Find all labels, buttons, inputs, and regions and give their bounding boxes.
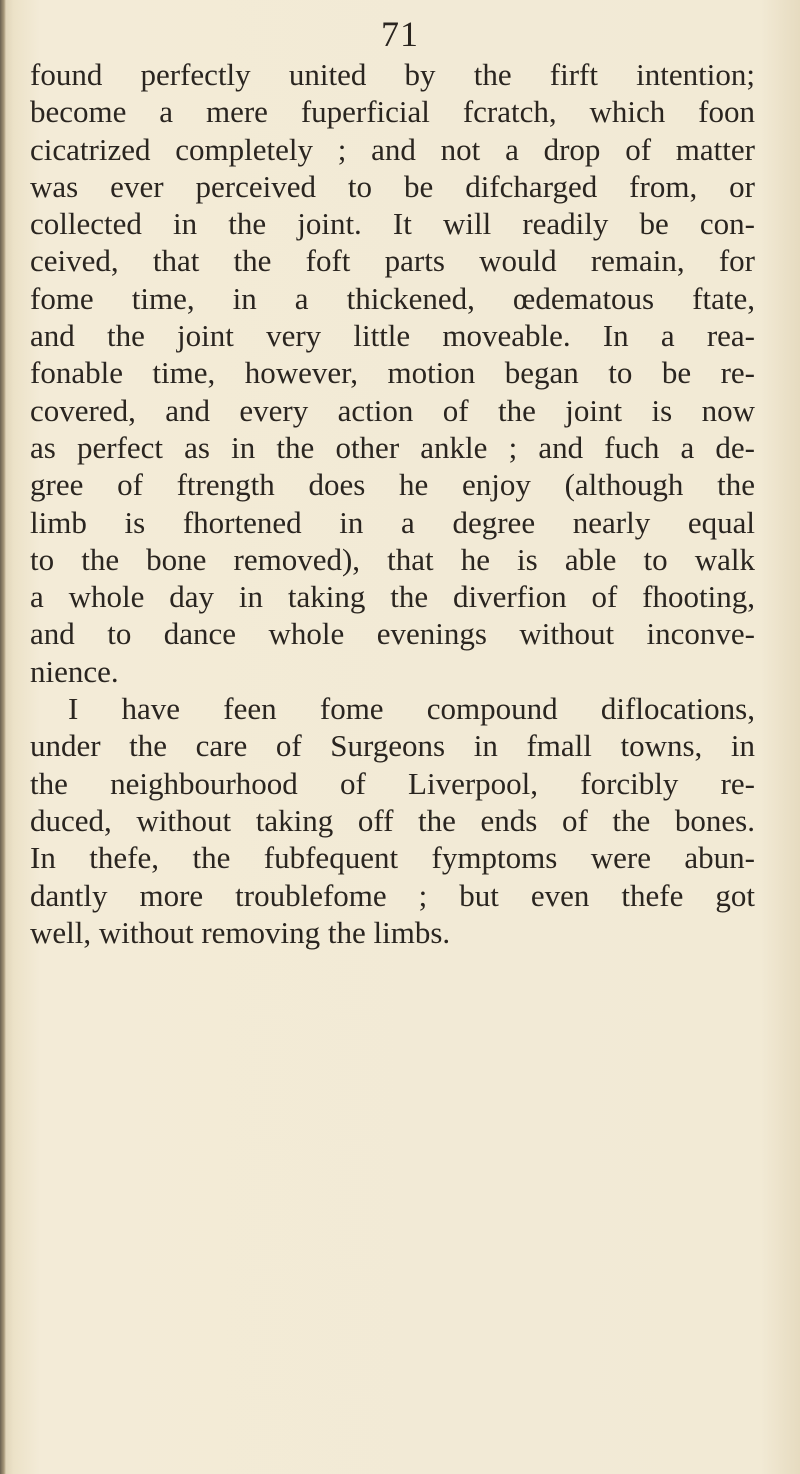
text-line-4: was ever perceived to be difcharged from, or	[30, 168, 755, 204]
text-line-2: become a mere fuperficial fcratch, which foon	[30, 94, 755, 130]
text-line-10: covered, and every action of the joint is now	[30, 392, 755, 428]
text-line-24: well, without removing the limbs.	[30, 914, 451, 950]
binding-gutter	[0, 0, 6, 1474]
body-text	[30, 56, 755, 951]
text-line-12: gree of ftrength does he enjoy (although the	[30, 467, 755, 503]
text-line-5: collected in the joint. It will readily be con-	[30, 206, 755, 242]
text-line-22: In thefe, the fubfequent fymptoms were abun-	[30, 840, 755, 876]
text-line-3: cicatrized completely ; and not a drop of matter	[30, 131, 755, 167]
text-line-21: duced, without taking off the ends of the bones.	[30, 802, 755, 838]
text-line-17: nience.	[30, 653, 119, 689]
text-line-19: under the care of Surgeons in fmall towns, in	[30, 728, 755, 764]
text-line-15: a whole day in taking the diverfion of fhooting,	[30, 579, 755, 615]
text-line-7: fome time, in a thickened, œdematous ftate,	[30, 280, 755, 316]
text-line-11: as perfect as in the other ankle ; and fuch a de-	[30, 429, 755, 465]
text-line-9: fonable time, however, motion began to be re-	[30, 355, 755, 391]
text-line-14: to the bone removed), that he is able to walk	[30, 541, 755, 577]
text-line-6: ceived, that the foft parts would remain, for	[30, 243, 755, 279]
page-number: 71	[381, 14, 419, 54]
text-line-23: dantly more troublefome ; but even thefe got	[30, 877, 755, 913]
text-line-8: and the joint very little moveable. In a rea-	[30, 318, 755, 354]
text-line-13: limb is fhortened in a degree nearly equal	[30, 504, 755, 540]
text-line-18: I have feen fome compound diflocations,	[68, 691, 755, 727]
text-line-16: and to dance whole evenings without inconve-	[30, 616, 755, 652]
text-line-1: found perfectly united by the firft intention;	[30, 57, 755, 92]
text-line-20: the neighbourhood of Liverpool, forcibly re-	[30, 765, 755, 801]
